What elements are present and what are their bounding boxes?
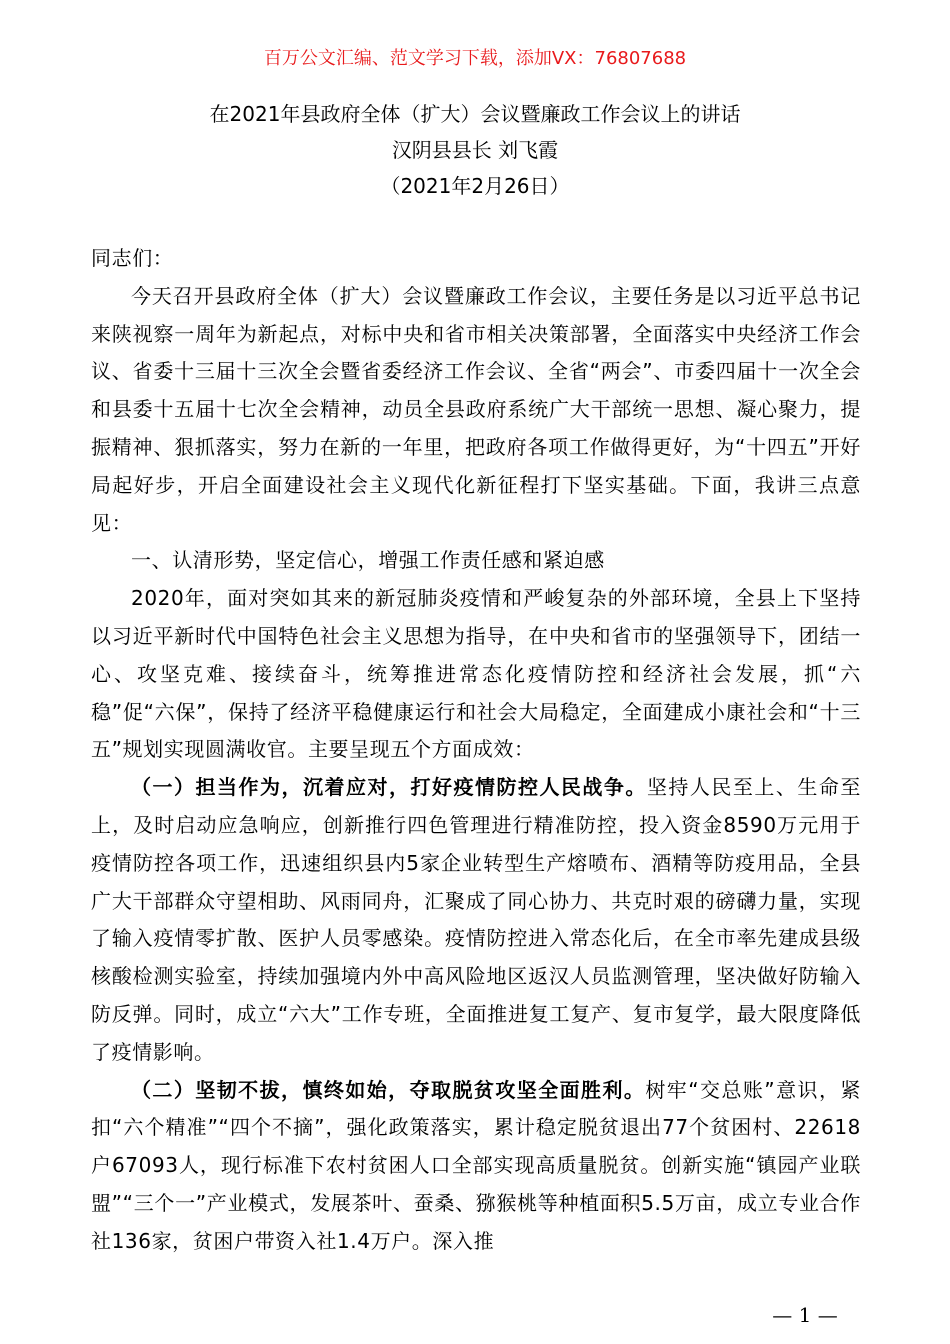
title-block [0,96,950,204]
speech-title: 在2021年县政府全体（扩大）会议暨廉政工作会议上的讲话 [209,102,741,126]
point2-text: 树牢“交总账”意识，紧扣“六个精准”“四个不摘”，强化政策落实，累计稳定脱贫退出77个贫困村、22618户67093人，现行标准下农村贫困人口全部实现高质量脱贫。创新实施“镇园产业联盟”“三个一”产业模式，发展茶叶、蚕桑、猕猴桃等种植面积5.5万亩，成立专业合作社136家，贫困户带资入社1.4万户。深入推 [91,1077,861,1253]
document-body [91,240,861,1261]
point1-heading: （一）担当作为，沉着应对，打好疫情防控人民战争。 [131,775,647,800]
section1-heading: 一、认清形势，坚定信心，增强工作责任感和紧迫感 [131,548,605,573]
page-number: — 1 — [772,1303,838,1327]
point1-text: 坚持人民至上、生命至上，及时启动应急响应，创新推行四色管理进行精准防控，投入资金8590万元用于疫情防控各项工作，迅速组织县内5家企业转型生产熔喷布、酒精等防疫用品，全县广大干部群众守望相助、风雨同舟，汇聚成了同心协力、共克时艰的磅礴力量，实现了输入疫情零扩散、医护人员零感染。疫情防控进入常态化后，在全市率先建成县级核酸检测实验室，持续加强境内外中高风险地区返汉人员监测管理，坚决做好防输入防反弹。同时，成立“六大”工作专班，全面推进复工复产、复市复学，最大限度降低了疫情影响。 [91,775,862,1064]
header-banner: 百万公文汇编、范文学习下载，添加VX：76807688 [263,48,687,69]
speaker-line: 汉阴县县长 刘飞霞 [391,138,559,162]
point2-paragraph [91,1072,861,1261]
point1-paragraph [91,769,861,1071]
section1-paragraph: 2020年，面对突如其来的新冠肺炎疫情和严峻复杂的外部环境，全县上下坚持以习近平新时代中国特色社会主义思想为指导，在中央和省市的坚强领导下，团结一心、攻坚克难、接续奋斗，统筹推进常态化疫情防控和经济社会发展，抓“六稳”促“六保”，保持了经济平稳健康运行和社会大局稳定，全面建成小康社会和“十三五”规划实现圆满收官。主要呈现五个方面成效： [91,586,861,762]
salutation: 同志们： [91,246,174,270]
intro-paragraph: 今天召开县政府全体（扩大）会议暨廉政工作会议，主要任务是以习近平总书记来陕视察一周年为新起点，对标中央和省市相关决策部署，全面落实中央经济工作会议、省委十三届十三次全会暨省委经济工作会议、全省“两会”、市委四届十一次全会和县委十五届十七次全会精神，动员全县政府系统广大干部统一思想、凝心聚力，提振精神、狠抓落实，努力在新的一年里，把政府各项工作做得更好，为“十四五”开好局起好步，开启全面建设社会主义现代化新征程打下坚实基础。下面，我讲三点意见： [91,283,861,535]
speech-date: （2021年2月26日） [380,174,570,198]
point2-heading: （二）坚韧不拔，慎终如始，夺取脱贫攻坚全面胜利。 [131,1077,646,1102]
